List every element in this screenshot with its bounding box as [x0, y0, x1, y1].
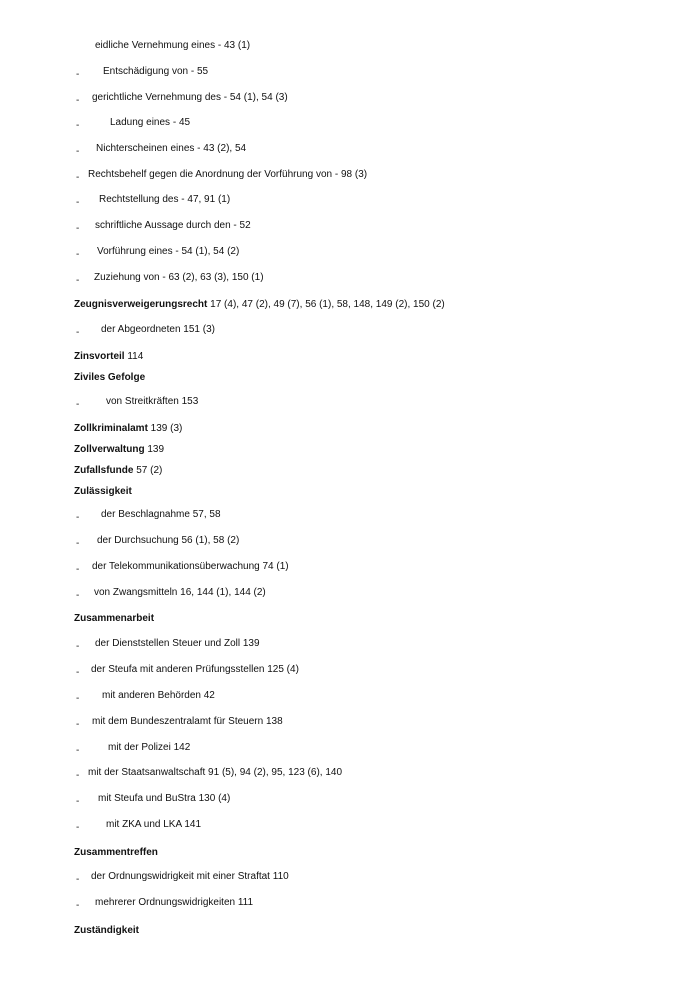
entry-references: 139 (3) — [147, 423, 183, 434]
entry-term: Zollverwaltung — [74, 444, 145, 455]
entry-line — [74, 847, 158, 859]
entry-line — [74, 925, 139, 937]
entry-references: 114 — [124, 351, 144, 362]
dash-marker: - — [76, 399, 80, 410]
entry-term: Zusammentreffen — [74, 847, 158, 858]
dash-marker: - — [76, 538, 80, 549]
dash-marker: - — [76, 900, 80, 911]
entry-line — [74, 372, 145, 384]
dash-marker: - — [76, 590, 80, 601]
dash-marker: - — [76, 197, 80, 208]
dash-marker: - — [76, 327, 80, 338]
subentry-text: Rechtsbehelf gegen die Anordnung der Vorführung von - 98 (3) — [88, 169, 368, 180]
subentry-text: Vorführung eines - 54 (1), 54 (2) — [97, 246, 240, 257]
dash-marker: - — [76, 120, 80, 131]
entry-term: Zufallsfunde — [74, 465, 134, 476]
entry-line — [74, 423, 182, 435]
subentry-text: der Dienststellen Steuer und Zoll 139 — [95, 638, 260, 649]
dash-marker: - — [76, 822, 80, 833]
entry-term: Zollkriminalamt — [74, 423, 148, 434]
subentry-text: der Abgeordneten 151 (3) — [101, 324, 215, 335]
subentry-text: eidliche Vernehmung eines - 43 (1) — [95, 40, 251, 51]
subentry-text: schriftliche Aussage durch den - 52 — [95, 220, 251, 231]
entry-line — [74, 613, 154, 625]
entry-references: 17 (4), 47 (2), 49 (7), 56 (1), 58, 148, 149 (2), 150 (2) — [207, 299, 445, 310]
dash-marker: - — [76, 667, 80, 678]
entry-references: 139 — [144, 444, 165, 455]
subentry-text: von Zwangsmitteln 16, 144 (1), 144 (2) — [94, 587, 266, 598]
entry-references: 57 (2) — [133, 465, 163, 476]
dash-marker: - — [76, 249, 80, 260]
subentry-text: der Durchsuchung 56 (1), 58 (2) — [97, 535, 240, 546]
subentry-text: mit Steufa und BuStra 130 (4) — [98, 793, 231, 804]
dash-marker: - — [76, 146, 80, 157]
dash-marker: - — [76, 796, 80, 807]
dash-marker: - — [76, 512, 80, 523]
subentry-text: der Steufa mit anderen Prüfungsstellen 125 (4) — [91, 664, 299, 675]
dash-marker: - — [76, 564, 80, 575]
subentry-text: Ladung eines - 45 — [110, 117, 191, 128]
entry-line — [74, 299, 445, 311]
dash-marker: - — [76, 719, 80, 730]
entry-term: Ziviles Gefolge — [74, 372, 146, 383]
dash-marker: - — [76, 693, 80, 704]
entry-term: Zulässigkeit — [74, 486, 132, 497]
dash-marker: - — [76, 874, 80, 885]
subentry-text: mehrerer Ordnungswidrigkeiten 111 — [95, 897, 254, 908]
subentry-text: Entschädigung von - 55 — [103, 66, 209, 77]
entry-term: Zuständigkeit — [74, 925, 140, 936]
subentry-text: Nichterscheinen eines - 43 (2), 54 — [96, 143, 247, 154]
dash-marker: - — [76, 172, 80, 183]
entry-term: Zinsvorteil — [74, 351, 125, 362]
subentry-text: der Ordnungswidrigkeit mit einer Straftat 110 — [91, 871, 289, 882]
entry-term: Zusammenarbeit — [74, 613, 155, 624]
entry-line — [74, 444, 164, 456]
dash-marker: - — [76, 69, 80, 80]
subentry-text: gerichtliche Vernehmung des - 54 (1), 54 (3) — [92, 92, 288, 103]
subentry-text: der Telekommunikationsüberwachung 74 (1) — [92, 561, 289, 572]
dash-marker: - — [76, 95, 80, 106]
subentry-text: mit dem Bundeszentralamt für Steuern 138 — [92, 716, 283, 727]
dash-marker: - — [76, 770, 80, 781]
dash-marker: - — [76, 641, 80, 652]
entry-line — [74, 486, 132, 498]
dash-marker: - — [76, 275, 80, 286]
entry-line — [74, 465, 162, 477]
subentry-text: mit der Polizei 142 — [108, 742, 191, 753]
subentry-text: der Beschlagnahme 57, 58 — [101, 509, 221, 520]
subentry-text: Rechtstellung des - 47, 91 (1) — [99, 194, 231, 205]
entry-line — [74, 351, 143, 363]
dash-marker: - — [76, 223, 80, 234]
subentry-text: von Streitkräften 153 — [106, 396, 199, 407]
subentry-text: mit der Staatsanwaltschaft 91 (5), 94 (2), 95, 123 (6), 140 — [88, 767, 343, 778]
subentry-text: mit ZKA und LKA 141 — [106, 819, 202, 830]
subentry-text: Zuziehung von - 63 (2), 63 (3), 150 (1) — [94, 272, 264, 283]
entry-term: Zeugnisverweigerungsrecht — [74, 299, 208, 310]
dash-marker: - — [76, 745, 80, 756]
subentry-text: mit anderen Behörden 42 — [102, 690, 215, 701]
